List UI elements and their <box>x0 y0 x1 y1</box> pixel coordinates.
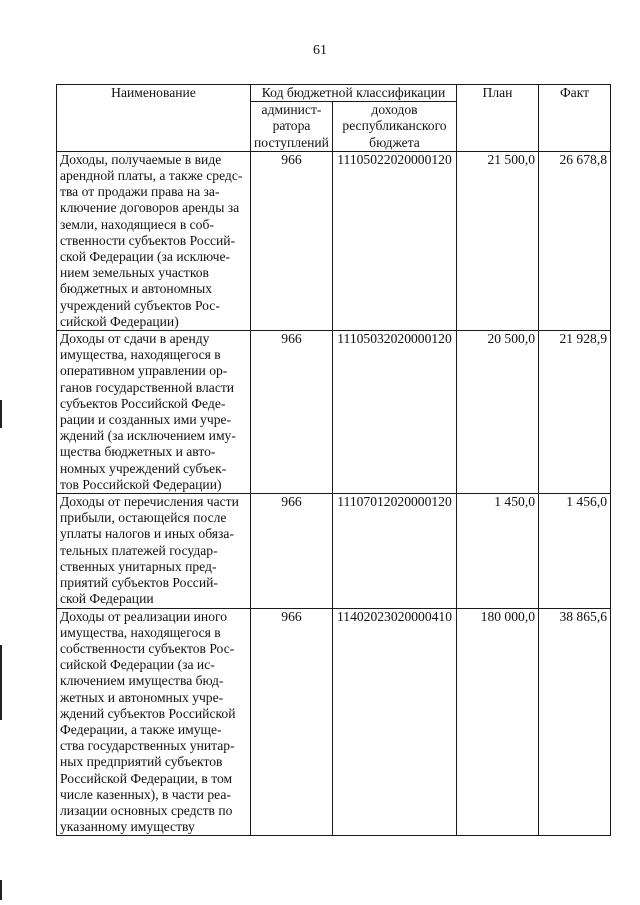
row-admin-code: 966 <box>251 494 333 608</box>
row-name-line: земли, находящиеся в соб- <box>60 216 214 232</box>
row-name-line: Доходы, получаемые в виде <box>60 151 222 167</box>
header-fact: Факт <box>539 85 611 152</box>
row-name-line: уплаты налогов и иных обяза- <box>60 526 234 542</box>
header-plan: План <box>457 85 539 152</box>
row-name-line: имущества, находящегося в <box>60 347 221 363</box>
row-name-line: собственности субъектов Рос- <box>60 640 235 656</box>
scan-margin-mark <box>0 400 2 428</box>
row-name <box>57 608 251 836</box>
row-name-line: Российской Федерации, в том <box>60 770 233 786</box>
header-income-line: доходов <box>371 102 418 118</box>
row-name-line: арендной платы, а также средс- <box>60 168 243 184</box>
row-name-line: ственных унитарных пред- <box>60 558 217 574</box>
row-plan: 180 000,0 <box>457 608 539 836</box>
row-fact: 38 865,6 <box>539 608 611 836</box>
row-name-line: субъектов Российской Феде- <box>60 395 226 411</box>
row-name-line: жетных и автономных учре- <box>60 689 224 705</box>
scan-margin-mark <box>0 645 2 720</box>
row-name-line: Доходы от сдачи в аренду <box>60 331 210 347</box>
row-name-line: имущества, находящегося в <box>60 624 221 640</box>
row-income-code: 11105032020000120 <box>333 331 457 494</box>
header-administrator-line: поступлений <box>254 134 329 150</box>
row-name-line: нием земельных участков <box>60 265 209 281</box>
row-name <box>57 494 251 608</box>
row-name-line: тва от продажи права на за- <box>60 184 220 200</box>
row-name-line: сийской Федерации) <box>60 313 179 329</box>
row-name-line: ных предприятий субъектов <box>60 754 223 770</box>
row-name-line: ключение договоров аренды за <box>60 200 240 216</box>
header-administrator-line: админист- <box>261 102 322 118</box>
row-fact: 26 678,8 <box>539 151 611 330</box>
table-row <box>57 608 611 836</box>
row-name-line: рации и созданных ими учре- <box>60 412 232 428</box>
row-name-line: щества бюджетных и авто- <box>60 444 216 460</box>
header-administrator <box>251 102 333 152</box>
row-name-line: ключением имущества бюд- <box>60 673 224 689</box>
row-name-line: Федерации, а также имуще- <box>60 721 222 737</box>
row-name-line: ства государственных унитар- <box>60 738 235 754</box>
row-name-line: лизации основных средств по <box>60 802 233 818</box>
row-name-line: Доходы от перечисления части <box>60 494 239 510</box>
row-name-line: сийской Федерации (за ис- <box>60 657 215 673</box>
row-name-line: бюджетных и автономных <box>60 281 213 297</box>
header-income <box>333 102 457 152</box>
row-plan: 21 500,0 <box>457 151 539 330</box>
row-name-line: приятий субъектов Россий- <box>60 575 218 591</box>
row-name-line: прибыли, остающейся после <box>60 510 227 526</box>
scan-margin-mark <box>0 880 2 900</box>
table-row <box>57 151 611 330</box>
row-name-line: ждений субъектов Российской <box>60 705 236 721</box>
budget-income-table <box>56 84 611 836</box>
row-name-line: учреждений субъектов Рос- <box>60 297 220 313</box>
row-name-line: Доходы от реализации иного <box>60 608 228 624</box>
row-name-line: указанному имуществу <box>60 819 195 835</box>
row-name-line: ственности субъектов Россий- <box>60 232 236 248</box>
row-plan: 1 450,0 <box>457 494 539 608</box>
row-name-line: ской Федерации (за исключе- <box>60 249 231 265</box>
row-admin-code: 966 <box>251 331 333 494</box>
row-name-line: номных учреждений субъек- <box>60 460 227 476</box>
row-name-line: оперативном управлении ор- <box>60 363 228 379</box>
row-name-line: ской Федерации <box>60 591 154 607</box>
page-number: 61 <box>313 43 327 58</box>
row-income-code: 11105022020000120 <box>333 151 457 330</box>
row-income-code: 11107012020000120 <box>333 494 457 608</box>
row-fact: 1 456,0 <box>539 494 611 608</box>
header-classification-code: Код бюджетной классификации <box>251 85 457 102</box>
header-name: Наименование <box>57 85 251 152</box>
header-row-top <box>57 85 611 102</box>
row-name-line: тельных платежей государ- <box>60 542 218 558</box>
header-administrator-line: ратора <box>272 118 311 134</box>
row-income-code: 11402023020000410 <box>333 608 457 836</box>
row-fact: 21 928,9 <box>539 331 611 494</box>
header-income-line: республиканского <box>342 118 447 134</box>
row-name-line: тов Российской Федерации) <box>60 476 222 492</box>
row-admin-code: 966 <box>251 151 333 330</box>
row-admin-code: 966 <box>251 608 333 836</box>
row-name <box>57 151 251 330</box>
row-name-line: числе казенных), в части реа- <box>60 786 231 802</box>
row-plan: 20 500,0 <box>457 331 539 494</box>
row-name-line: ждений (за исключением иму- <box>60 428 236 444</box>
row-name-line: ганов государственной власти <box>60 379 235 395</box>
table-row <box>57 494 611 608</box>
header-income-line: бюджета <box>369 134 420 150</box>
row-name <box>57 331 251 494</box>
table-row <box>57 331 611 494</box>
